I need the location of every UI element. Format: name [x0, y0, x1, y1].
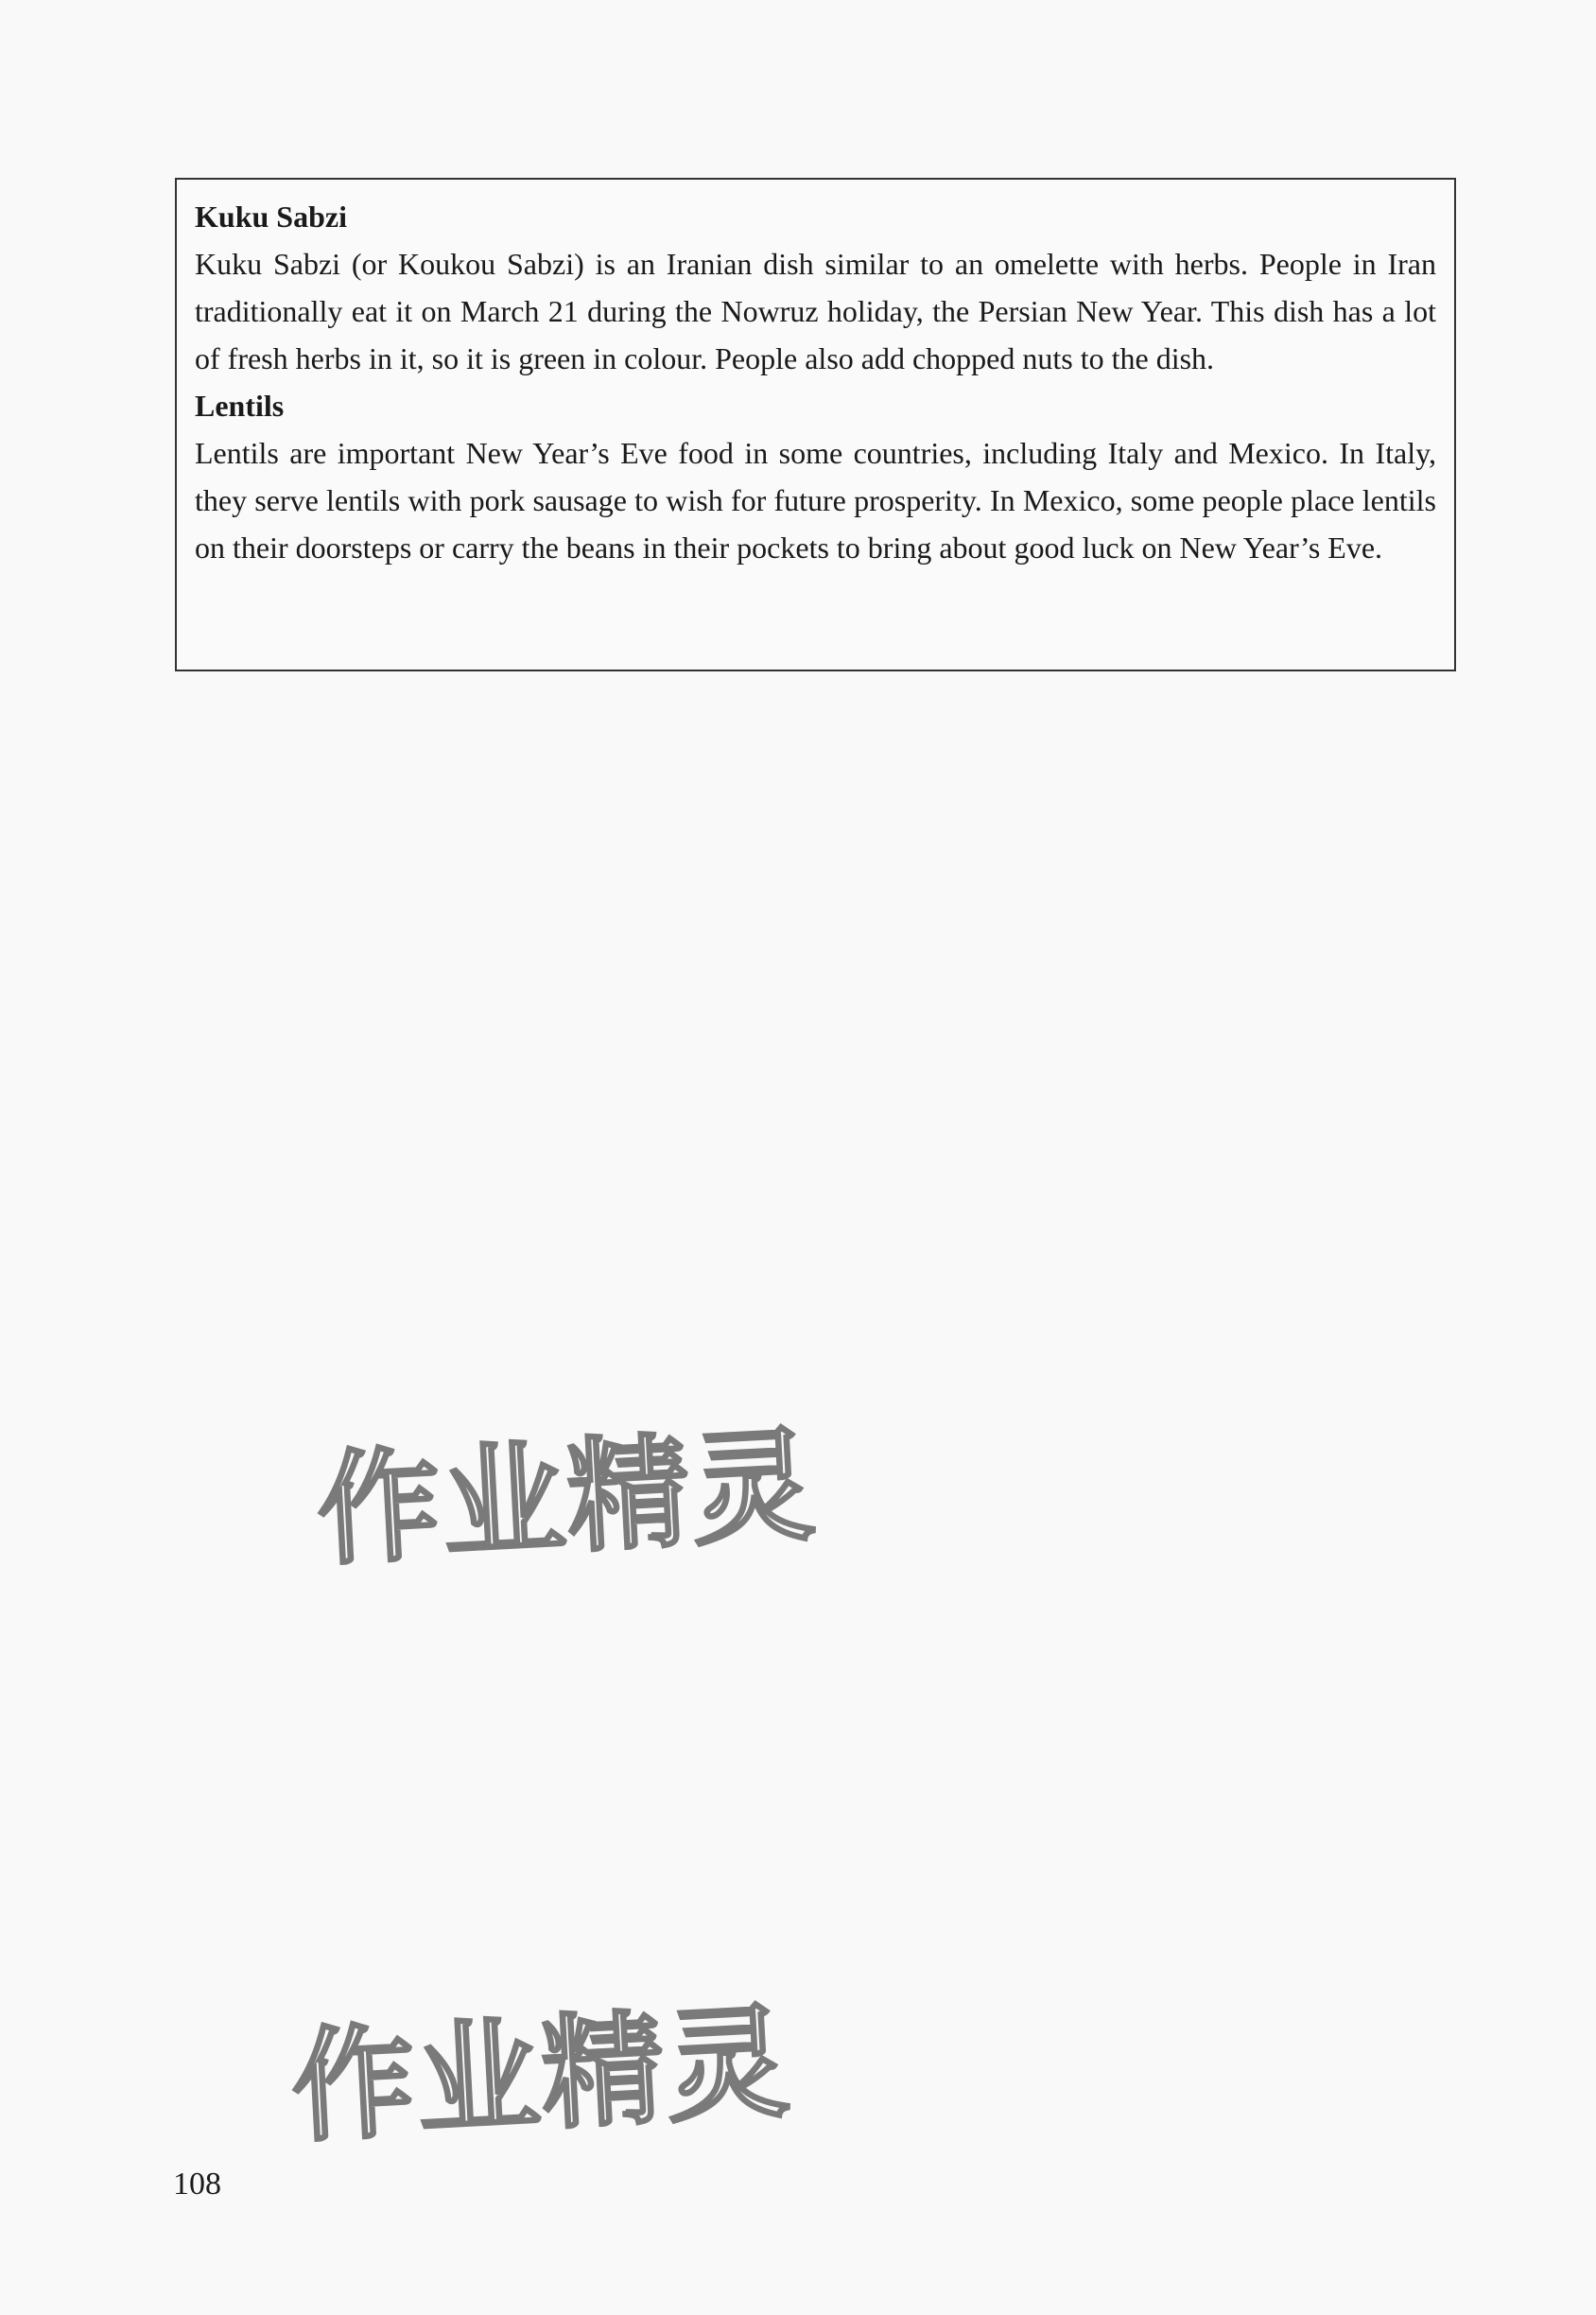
section-heading-kuku-sabzi: Kuku Sabzi — [195, 200, 347, 234]
text-box — [175, 178, 1456, 671]
page-number: 108 — [173, 2167, 221, 2202]
watermark: 作业精灵 — [287, 1990, 795, 2160]
section-heading-lentils: Lentils — [195, 389, 285, 423]
watermark: 作业精灵 — [313, 1413, 821, 1583]
section-body-lentils: Lentils are important New Year’s Eve food in some countries, including Italy and Mexico. In Italy, they serve lentils with pork sausage to wish for future prosperity. In Mexico, some people place lentils on their doorsteps or carry the beans in their pockets to bring about good luck on New Year’s Eve. — [195, 436, 1436, 565]
section-body-kuku-sabzi: Kuku Sabzi (or Koukou Sabzi) is an Iranian dish similar to an omelette with herbs. People in Iran traditionally eat it on March 21 during the Nowruz holiday, the Persian New Year. This dish has a lot of fresh herbs in it, so it is green in colour. People also add chopped nuts to the dish. — [195, 247, 1436, 375]
